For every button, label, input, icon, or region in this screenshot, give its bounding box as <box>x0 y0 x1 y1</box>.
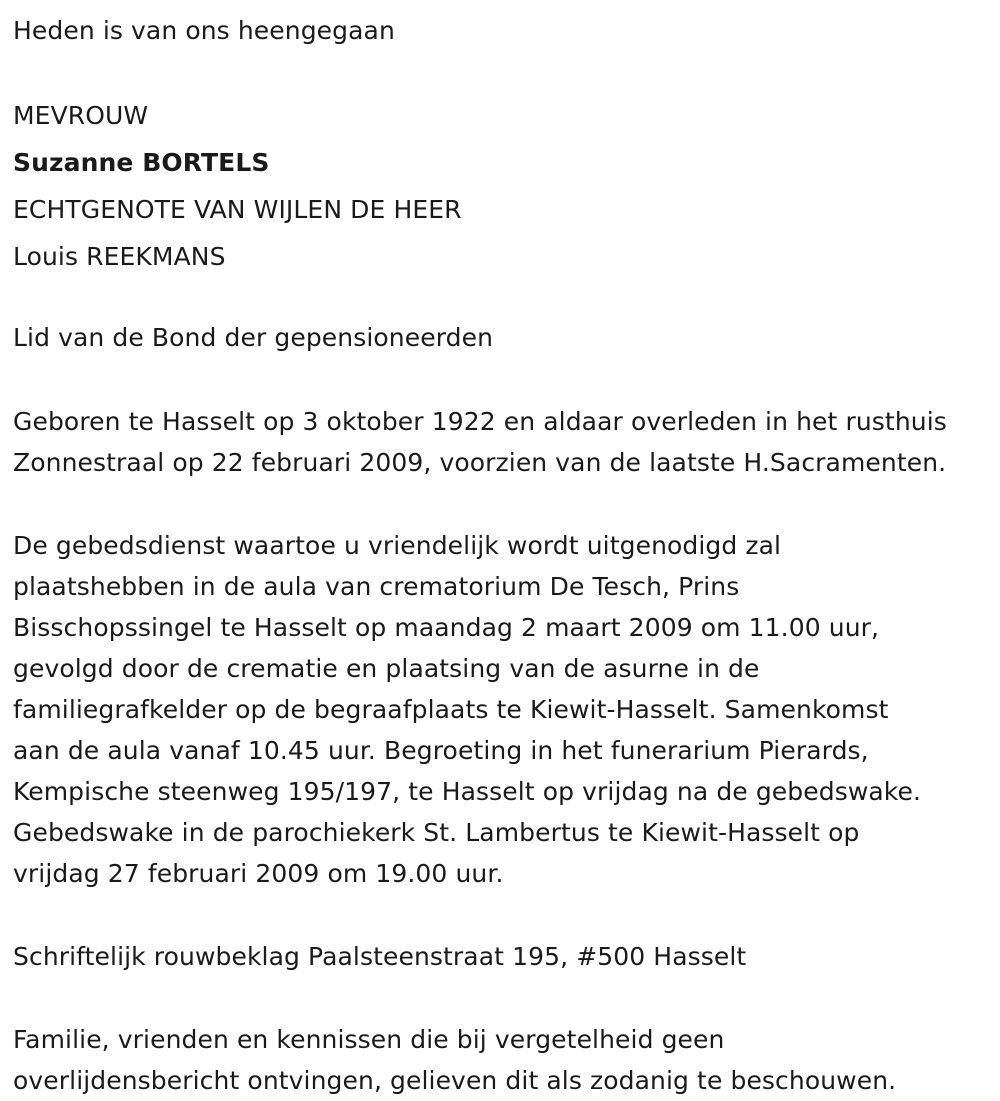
opening-line: Heden is van ons heengegaan <box>13 16 395 45</box>
spouse-name: Louis REEKMANS <box>13 242 226 271</box>
closing-line: Familie, vrienden en kennissen die bij vergetelheid geen <box>13 1025 725 1054</box>
service-details-block <box>13 483 994 894</box>
birth-death-block <box>13 359 994 483</box>
relation-label: ECHTGENOTE VAN WIJLEN DE HEER <box>13 195 462 224</box>
condolence-address-block <box>13 894 994 977</box>
service-line: De gebedsdienst waartoe u vriendelijk wordt uitgenodigd zal <box>13 531 782 560</box>
opening-block <box>13 4 994 52</box>
membership-block <box>13 280 994 359</box>
closing-block <box>13 977 994 1101</box>
condolence-line: Schriftelijk rouwbeklag Paalsteenstraat 195, #500 Hasselt <box>13 942 747 971</box>
service-line: aan de aula vanaf 10.45 uur. Begroeting in het funerarium Pierards, <box>13 736 869 765</box>
birth-death-line: Zonnestraal op 22 februari 2009, voorzien van de laatste H.Sacramenten. <box>13 448 947 477</box>
identity-block <box>13 52 994 280</box>
service-line: Gebedswake in de parochiekerk St. Lambertus te Kiewit-Hasselt op <box>13 818 860 847</box>
service-line: Kempische steenweg 195/197, te Hasselt op vrijdag na de gebedswake. <box>13 777 922 806</box>
service-line: familiegrafkelder op de begraafplaats te Kiewit-Hasselt. Samenkomst <box>13 695 889 724</box>
service-line: vrijdag 27 februari 2009 om 19.00 uur. <box>13 859 504 888</box>
service-line: plaatshebben in de aula van crematorium De Tesch, Prins <box>13 572 740 601</box>
honorific-title: MEVROUW <box>13 101 149 130</box>
birth-death-line: Geboren te Hasselt op 3 oktober 1922 en aldaar overleden in het rusthuis <box>13 407 947 436</box>
deceased-name: Suzanne BORTELS <box>13 148 270 177</box>
service-line: Bisschopssingel te Hasselt op maandag 2 maart 2009 om 11.00 uur, <box>13 613 880 642</box>
membership-line: Lid van de Bond der gepensioneerden <box>13 323 494 352</box>
closing-line: overlijdensbericht ontvingen, gelieven dit als zodanig te beschouwen. <box>13 1066 897 1095</box>
service-line: gevolgd door de crematie en plaatsing van de asurne in de <box>13 654 760 683</box>
